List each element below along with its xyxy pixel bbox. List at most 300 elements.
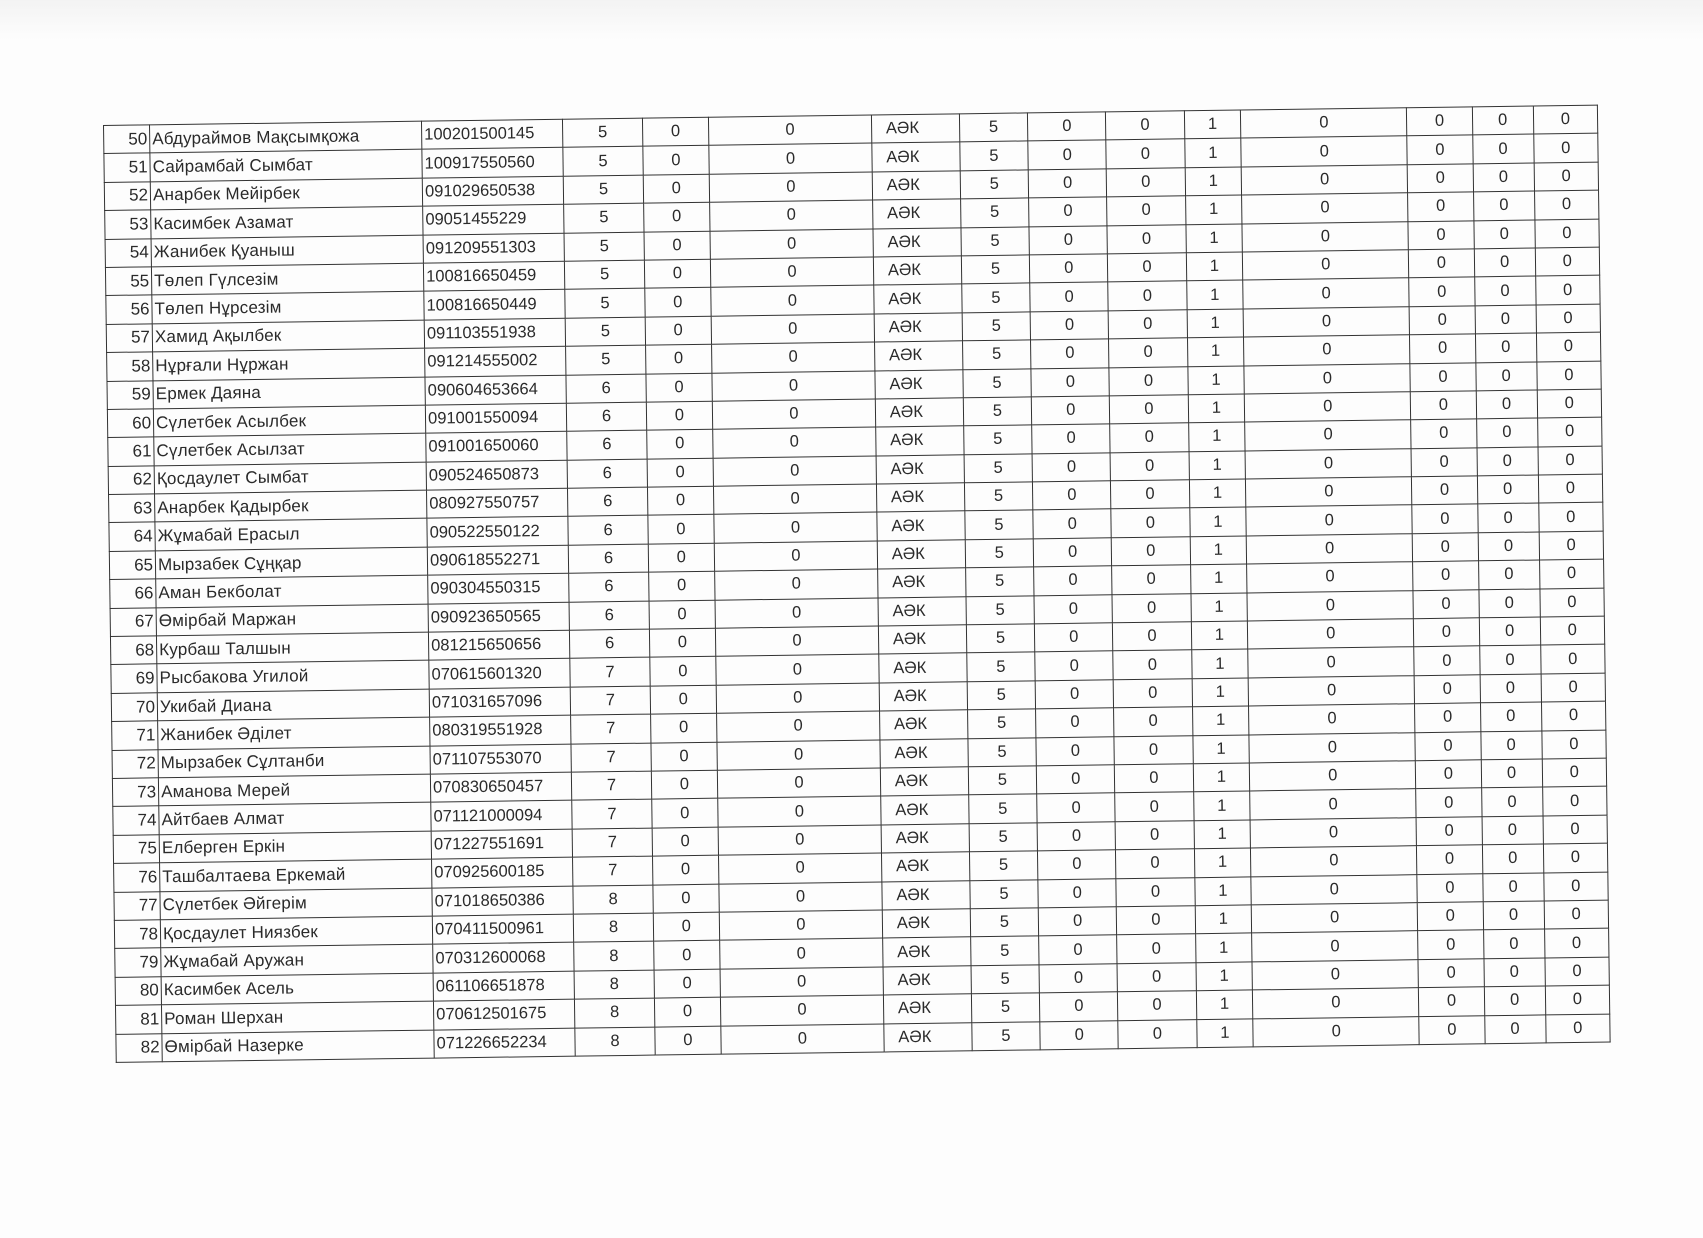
- value-cell: 0: [1247, 562, 1413, 593]
- value-cell: 0: [1246, 477, 1412, 508]
- code-cell: АӘК: [877, 511, 965, 541]
- iin-cell: 090304550315: [428, 573, 570, 603]
- value-cell: 5: [965, 539, 1034, 568]
- value-cell: 0: [1110, 395, 1189, 424]
- value-cell: 5: [967, 709, 1036, 738]
- value-cell: 5: [965, 567, 1034, 596]
- iin-cell: 090524650873: [426, 460, 568, 490]
- grade-cell: 5: [564, 232, 644, 261]
- value-cell: 0: [1475, 333, 1536, 362]
- value-cell: 0: [1106, 111, 1185, 140]
- value-cell: 0: [1475, 362, 1536, 391]
- row-number: 65: [109, 551, 155, 580]
- value-cell: 0: [1112, 593, 1191, 622]
- value-cell: 0: [1110, 451, 1189, 480]
- row-number: 68: [110, 636, 156, 665]
- value-cell: 0: [1033, 481, 1112, 510]
- value-cell: 0: [1241, 136, 1407, 167]
- value-cell: 1: [1189, 451, 1246, 480]
- student-table-container: [103, 105, 1611, 1063]
- value-cell: 0: [1418, 930, 1484, 959]
- value-cell: 0: [646, 401, 713, 430]
- value-cell: 0: [1033, 509, 1112, 538]
- value-cell: 0: [1249, 704, 1415, 735]
- value-cell: 0: [654, 997, 721, 1026]
- value-cell: 1: [1185, 167, 1242, 196]
- value-cell: 0: [714, 541, 877, 572]
- code-cell: АӘК: [873, 227, 961, 257]
- value-cell: 0: [1244, 363, 1410, 394]
- code-cell: АӘК: [876, 455, 964, 485]
- value-cell: 0: [1409, 306, 1475, 335]
- value-cell: 0: [1243, 306, 1409, 337]
- value-cell: 0: [1107, 224, 1186, 253]
- row-number: 70: [111, 693, 157, 722]
- grade-cell: 7: [571, 714, 651, 743]
- value-cell: 0: [1251, 874, 1417, 905]
- value-cell: 0: [646, 373, 713, 402]
- value-cell: 0: [1408, 220, 1474, 249]
- value-cell: 0: [1479, 645, 1540, 674]
- value-cell: 1: [1194, 820, 1251, 849]
- grade-cell: 6: [568, 459, 648, 488]
- value-cell: 0: [1410, 362, 1476, 391]
- student-name: Роман Шерхан: [162, 1001, 434, 1033]
- value-cell: 0: [717, 711, 880, 742]
- grade-cell: 6: [569, 544, 649, 573]
- value-cell: 0: [714, 484, 877, 515]
- value-cell: 1: [1192, 735, 1249, 764]
- row-number: 75: [113, 835, 159, 864]
- iin-cell: 070612501675: [434, 999, 576, 1029]
- value-cell: 0: [1478, 532, 1539, 561]
- student-name: Касимбек Азамат: [151, 206, 423, 238]
- value-cell: 0: [720, 967, 883, 998]
- value-cell: 0: [1114, 707, 1193, 736]
- value-cell: 0: [1112, 565, 1191, 594]
- row-number: 61: [108, 437, 154, 466]
- code-cell: АӘК: [877, 540, 965, 570]
- row-number: 55: [105, 267, 151, 296]
- value-cell: 0: [1036, 708, 1115, 737]
- value-cell: 0: [653, 884, 720, 913]
- student-name: Ермек Даяна: [153, 377, 425, 409]
- value-cell: 0: [1034, 566, 1113, 595]
- value-cell: 0: [1247, 590, 1413, 621]
- value-cell: 1: [1184, 138, 1241, 167]
- value-cell: 5: [966, 652, 1035, 681]
- student-name: Мырзабек Сұңқар: [155, 547, 427, 579]
- code-cell: АӘК: [881, 795, 969, 825]
- value-cell: 1: [1185, 224, 1242, 253]
- value-cell: 0: [1242, 221, 1408, 252]
- code-cell: АӘК: [879, 653, 967, 683]
- row-number: 56: [106, 295, 152, 324]
- value-cell: 0: [1036, 736, 1115, 765]
- value-cell: 0: [1480, 674, 1541, 703]
- value-cell: 0: [1243, 250, 1409, 281]
- iin-cell: 091209551303: [423, 233, 565, 263]
- value-cell: 1: [1192, 706, 1249, 735]
- code-cell: АӘК: [878, 596, 966, 626]
- value-cell: 0: [1039, 963, 1118, 992]
- grade-cell: 5: [564, 175, 644, 204]
- iin-cell: 100816650449: [424, 290, 566, 320]
- code-cell: АӘК: [881, 852, 969, 882]
- code-cell: АӘК: [882, 880, 970, 910]
- value-cell: 0: [1035, 680, 1114, 709]
- grade-cell: 5: [566, 317, 646, 346]
- value-cell: 0: [644, 259, 711, 288]
- code-cell: АӘК: [872, 199, 960, 229]
- value-cell: 0: [1116, 877, 1195, 906]
- grade-cell: 6: [566, 374, 646, 403]
- value-cell: 0: [1115, 792, 1194, 821]
- value-cell: 0: [1480, 731, 1541, 760]
- value-cell: 0: [1544, 928, 1609, 957]
- value-cell: 0: [1534, 190, 1599, 219]
- value-cell: 5: [961, 226, 1030, 255]
- value-cell: 0: [643, 202, 710, 231]
- value-cell: 0: [711, 285, 874, 316]
- value-cell: 0: [1413, 561, 1479, 590]
- value-cell: 0: [1478, 560, 1539, 589]
- student-name: Аман Бекболат: [156, 575, 428, 607]
- code-cell: АӘК: [882, 937, 970, 967]
- value-cell: 0: [1028, 112, 1107, 141]
- value-cell: 1: [1191, 593, 1248, 622]
- value-cell: 0: [1417, 902, 1483, 931]
- value-cell: 5: [963, 425, 1032, 454]
- value-cell: 0: [712, 371, 875, 402]
- iin-cell: 090522550122: [427, 517, 569, 547]
- student-name: Сүлетбек Асылзат: [154, 433, 426, 465]
- iin-cell: 091214555002: [425, 346, 567, 376]
- value-cell: 0: [1476, 390, 1537, 419]
- code-cell: АӘК: [872, 171, 960, 201]
- row-number: 52: [104, 182, 150, 211]
- value-cell: 5: [964, 454, 1033, 483]
- value-cell: 0: [1416, 760, 1482, 789]
- value-cell: 0: [1538, 503, 1603, 532]
- value-cell: 0: [710, 257, 873, 288]
- row-number: 64: [109, 522, 155, 551]
- value-cell: 0: [1545, 1014, 1610, 1043]
- value-cell: 1: [1194, 848, 1251, 877]
- grade-cell: 8: [575, 998, 655, 1027]
- value-cell: 0: [1536, 332, 1601, 361]
- value-cell: 0: [649, 657, 716, 686]
- value-cell: 0: [1538, 474, 1603, 503]
- student-name: Өмірбай Назерке: [162, 1030, 434, 1062]
- value-cell: 0: [1417, 845, 1483, 874]
- value-cell: 0: [1114, 735, 1193, 764]
- value-cell: 0: [646, 430, 713, 459]
- student-name: Мырзабек Сұлтанби: [158, 746, 430, 778]
- value-cell: 5: [971, 993, 1040, 1022]
- value-cell: 0: [709, 172, 872, 203]
- value-cell: 1: [1196, 1018, 1253, 1047]
- value-cell: 0: [1115, 820, 1194, 849]
- value-cell: 0: [712, 399, 875, 430]
- value-cell: 0: [1037, 793, 1116, 822]
- value-cell: 0: [1407, 135, 1473, 164]
- value-cell: 0: [1482, 873, 1543, 902]
- iin-cell: 070411500961: [432, 914, 574, 944]
- value-cell: 0: [653, 941, 720, 970]
- value-cell: 0: [1537, 417, 1602, 446]
- row-number: 57: [106, 324, 152, 353]
- value-cell: 1: [1189, 507, 1246, 536]
- value-cell: 0: [1031, 367, 1110, 396]
- code-cell: АӘК: [879, 682, 967, 712]
- iin-cell: 071226652234: [434, 1028, 576, 1058]
- iin-cell: 09051455229: [423, 204, 565, 234]
- code-cell: АӘК: [875, 369, 963, 399]
- value-cell: 5: [968, 737, 1037, 766]
- value-cell: 0: [1412, 533, 1478, 562]
- value-cell: 5: [969, 823, 1038, 852]
- iin-cell: 071107553070: [430, 744, 572, 774]
- code-cell: АӘК: [879, 710, 967, 740]
- value-cell: 0: [1033, 538, 1112, 567]
- row-number: 60: [107, 409, 153, 438]
- value-cell: 0: [1248, 619, 1414, 650]
- code-cell: АӘК: [874, 313, 962, 343]
- value-cell: 1: [1196, 990, 1253, 1019]
- value-cell: 0: [1106, 139, 1185, 168]
- value-cell: 0: [718, 825, 881, 856]
- value-cell: 0: [651, 742, 718, 771]
- value-cell: 0: [718, 796, 881, 827]
- value-cell: 5: [962, 312, 1031, 341]
- value-cell: 1: [1188, 422, 1245, 451]
- student-name: Ташбалтаева Еркемай: [160, 859, 432, 891]
- value-cell: 0: [1407, 107, 1473, 136]
- value-cell: 0: [712, 342, 875, 373]
- grade-cell: 5: [564, 203, 644, 232]
- value-cell: 0: [1472, 106, 1533, 135]
- value-cell: 0: [1543, 815, 1608, 844]
- iin-cell: 070312600068: [433, 942, 575, 972]
- code-cell: АӘК: [874, 341, 962, 371]
- value-cell: 1: [1188, 394, 1245, 423]
- value-cell: 0: [1032, 424, 1111, 453]
- value-cell: 0: [1484, 958, 1545, 987]
- value-cell: 0: [642, 117, 709, 146]
- value-cell: 0: [1407, 164, 1473, 193]
- grade-cell: 7: [571, 686, 651, 715]
- value-cell: 0: [1245, 448, 1411, 479]
- iin-cell: 091029650538: [422, 176, 564, 206]
- value-cell: 0: [1109, 366, 1188, 395]
- student-name: Абдураймов Мақсымқожа: [150, 121, 422, 153]
- value-cell: 0: [720, 938, 883, 969]
- value-cell: 0: [1030, 254, 1109, 283]
- value-cell: 0: [1116, 849, 1195, 878]
- code-cell: АӘК: [872, 142, 960, 172]
- value-cell: 5: [967, 681, 1036, 710]
- grade-cell: 5: [566, 345, 646, 374]
- value-cell: 0: [654, 1026, 721, 1055]
- value-cell: 0: [1539, 559, 1604, 588]
- student-name: Жанибек Әділет: [158, 717, 430, 749]
- grade-cell: 7: [573, 828, 653, 857]
- value-cell: 5: [971, 1021, 1040, 1050]
- value-cell: 0: [652, 827, 719, 856]
- value-cell: 0: [715, 569, 878, 600]
- row-number: 79: [115, 948, 161, 977]
- value-cell: 0: [1541, 673, 1606, 702]
- grade-cell: 8: [573, 885, 653, 914]
- value-cell: 5: [968, 794, 1037, 823]
- value-cell: 0: [714, 512, 877, 543]
- value-cell: 0: [647, 458, 714, 487]
- value-cell: 0: [1118, 991, 1197, 1020]
- value-cell: 0: [1038, 878, 1117, 907]
- iin-cell: 080319551928: [430, 715, 572, 745]
- grade-cell: 6: [569, 601, 649, 630]
- iin-cell: 071227551691: [431, 829, 573, 859]
- row-number: 53: [105, 210, 151, 239]
- grade-cell: 5: [563, 118, 643, 147]
- value-cell: 0: [713, 456, 876, 487]
- value-cell: 0: [644, 288, 711, 317]
- value-cell: 0: [1474, 276, 1535, 305]
- value-cell: 5: [970, 936, 1039, 965]
- value-cell: 0: [1473, 191, 1534, 220]
- value-cell: 0: [1117, 906, 1196, 935]
- value-cell: 0: [650, 713, 717, 742]
- grade-cell: 7: [573, 856, 653, 885]
- iin-cell: 070830650457: [430, 772, 572, 802]
- value-cell: 0: [1248, 647, 1414, 678]
- student-name: Өмірбай Маржан: [156, 604, 428, 636]
- value-cell: 0: [1484, 1014, 1545, 1043]
- value-cell: 0: [710, 200, 873, 231]
- value-cell: 0: [1477, 503, 1538, 532]
- value-cell: 5: [964, 510, 1033, 539]
- value-cell: 0: [1412, 504, 1478, 533]
- code-cell: АӘК: [877, 568, 965, 598]
- row-number: 82: [116, 1033, 162, 1062]
- value-cell: 0: [1028, 140, 1107, 169]
- value-cell: 1: [1194, 876, 1251, 905]
- value-cell: 0: [1477, 447, 1538, 476]
- value-cell: 0: [1539, 531, 1604, 560]
- grade-cell: 5: [563, 147, 643, 176]
- value-cell: 0: [1111, 480, 1190, 509]
- value-cell: 1: [1186, 252, 1243, 281]
- value-cell: 0: [1118, 1019, 1197, 1048]
- student-name: Төлеп Нұрсезім: [152, 291, 424, 323]
- value-cell: 5: [969, 851, 1038, 880]
- grade-cell: 5: [565, 288, 645, 317]
- value-cell: 0: [1111, 508, 1190, 537]
- value-cell: 0: [1245, 392, 1411, 423]
- code-cell: АӘК: [884, 1022, 972, 1052]
- value-cell: 0: [1038, 907, 1117, 936]
- value-cell: 0: [1474, 220, 1535, 249]
- value-cell: 1: [1191, 649, 1248, 678]
- value-cell: 0: [1245, 420, 1411, 451]
- value-cell: 0: [709, 143, 872, 174]
- value-cell: 0: [1535, 247, 1600, 276]
- student-name: Айтбаев Алмат: [159, 802, 431, 834]
- student-table: [103, 105, 1611, 1063]
- value-cell: 0: [715, 598, 878, 629]
- value-cell: 0: [1241, 108, 1407, 139]
- table-body: [104, 105, 1611, 1062]
- value-cell: 0: [1250, 817, 1416, 848]
- value-cell: 0: [1540, 588, 1605, 617]
- value-cell: 0: [1475, 305, 1536, 334]
- student-name: Елберген Еркін: [159, 831, 431, 863]
- value-cell: 0: [1533, 105, 1598, 134]
- student-name: Жұмабай Аружан: [161, 944, 433, 976]
- student-name: Касимбек Асель: [161, 973, 433, 1005]
- value-cell: 0: [650, 685, 717, 714]
- value-cell: 0: [647, 486, 714, 515]
- value-cell: 0: [1411, 419, 1477, 448]
- student-name: Қосдаулет Сымбат: [154, 462, 426, 494]
- grade-cell: 7: [570, 658, 650, 687]
- iin-cell: 091103551938: [424, 318, 566, 348]
- value-cell: 0: [1417, 873, 1483, 902]
- value-cell: 0: [1545, 957, 1610, 986]
- value-cell: 0: [1246, 534, 1412, 565]
- value-cell: 0: [1253, 988, 1419, 1019]
- grade-cell: 8: [574, 913, 654, 942]
- code-cell: АӘК: [881, 824, 969, 854]
- grade-cell: 6: [568, 516, 648, 545]
- row-number: 59: [107, 380, 153, 409]
- value-cell: 0: [1540, 645, 1605, 674]
- value-cell: 0: [652, 855, 719, 884]
- code-cell: АӘК: [871, 114, 959, 144]
- value-cell: 0: [1412, 476, 1478, 505]
- row-number: 73: [112, 778, 158, 807]
- value-cell: 0: [1416, 788, 1482, 817]
- value-cell: 5: [968, 766, 1037, 795]
- value-cell: 5: [963, 397, 1032, 426]
- code-cell: АӘК: [883, 994, 971, 1024]
- value-cell: 0: [1110, 423, 1189, 452]
- value-cell: 0: [1472, 134, 1533, 163]
- value-cell: 0: [1117, 962, 1196, 991]
- value-cell: 0: [643, 146, 710, 175]
- value-cell: 0: [1536, 361, 1601, 390]
- student-name: Төлеп Гүлсезім: [151, 263, 423, 295]
- value-cell: 5: [960, 170, 1029, 199]
- code-cell: АӘК: [873, 256, 961, 286]
- grade-cell: 6: [567, 430, 647, 459]
- grade-cell: 8: [574, 970, 654, 999]
- code-cell: АӘК: [874, 284, 962, 314]
- value-cell: 1: [1185, 195, 1242, 224]
- value-cell: 0: [1409, 277, 1475, 306]
- value-cell: 0: [1113, 650, 1192, 679]
- value-cell: 0: [1040, 1020, 1119, 1049]
- code-cell: АӘК: [876, 483, 964, 513]
- value-cell: 0: [1252, 931, 1418, 962]
- value-cell: 0: [1035, 651, 1114, 680]
- scan-shadow: [0, 0, 1703, 40]
- value-cell: 0: [1107, 196, 1186, 225]
- iin-cell: 100917550560: [422, 148, 564, 178]
- row-number: 76: [114, 863, 160, 892]
- value-cell: 0: [1029, 225, 1108, 254]
